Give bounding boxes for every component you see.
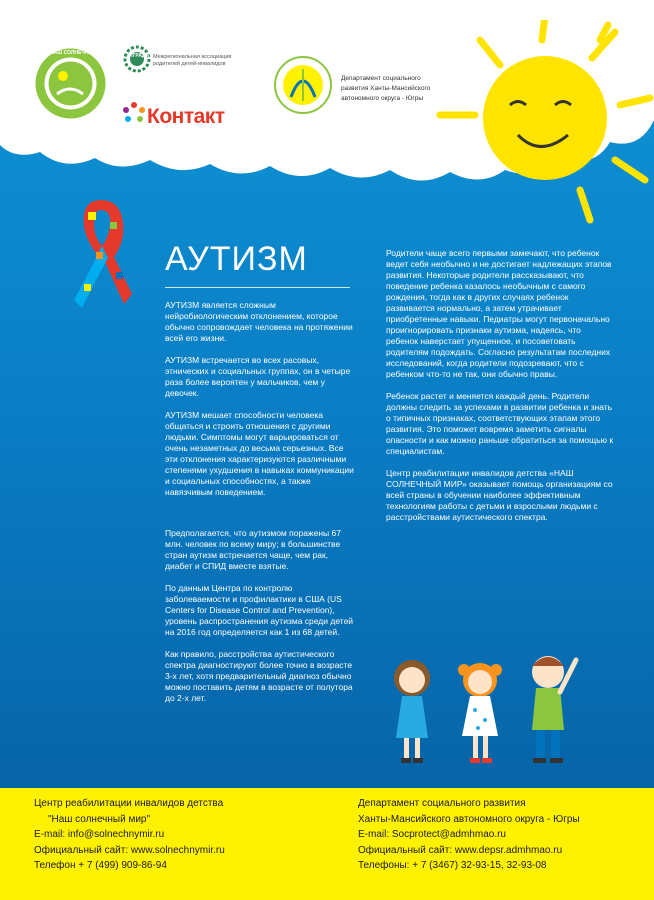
footer-right-website[interactable]: Официальный сайт: www.depsr.admhmao.ru — [358, 844, 563, 856]
center-logo-text: НАШ СОЛНЕЧНЫЙ МИР — [50, 50, 110, 56]
department-text — [341, 74, 430, 104]
left-paragraph-1: АУТИЗМ является сложным нейробиологическим отклонением, которое обычно сопровождает человека на протяжении всей его жизни. — [165, 300, 353, 343]
department-text-line2: развития Ханты-Мансийского — [341, 85, 431, 92]
left-paragraph-5: По данным Центра по контролю заболеваемости и профилактики в США (US Centers for Disease Control and Prevention), уровень распространения аутизма среди детей на 2016 год определяется как 1 из 68 детей. — [165, 583, 354, 637]
right-column — [386, 248, 614, 534]
footer-left-phone: Телефон + 7 (499) 909-86-94 — [34, 860, 167, 871]
left-paragraph-2: АУТИЗМ встречается во всех расовых, этнических и социальных группах, он в четыре раза более вероятен у мальчиков, чем у девочек. — [165, 355, 351, 398]
kontakt-logo-icon — [122, 101, 146, 125]
title-divider — [165, 287, 350, 288]
footer-right-email[interactable]: E-mail: Socprotect@admhmao.ru — [358, 829, 506, 840]
kontakt-logo: Контакт — [147, 105, 225, 128]
footer-right — [358, 796, 580, 874]
footer-right-line1: Департамент социального развития — [358, 798, 526, 809]
children-illustration — [380, 630, 580, 780]
right-paragraph-2: Ребенок растет и меняется каждый день. Родители должны следить за успехами в развитии ребенка и знать о типичных признаках, соответствующих этапам этого развития. Это поможет вовремя заметить сигналы опасности и как можно раньше обратиться за помощью к специалистам. — [386, 391, 614, 456]
left-paragraph-3: АУТИЗМ мешает способности человека общаться и строить отношения с другими людьми. Симптомы могут варьироваться от очень незаметных до весьма серьезных. Все эти отклонения характеризуются различными степенями ухудшения в навыках коммуникации и социальных способностях, а также навязчивым поведением. — [165, 410, 354, 497]
footer-left-email[interactable]: E-mail: info@solnechnymir.ru — [34, 829, 165, 840]
center-logo-icon — [33, 46, 108, 121]
footer-right-line2: Ханты-Мансийского автономного округа - Югры — [358, 813, 580, 825]
footer-right-phone: Телефоны: + 7 (3467) 32-93-15, 32-93-08 — [358, 860, 547, 871]
right-paragraph-3: Центр реабилитации инвалидов детства «НАШ СОЛНЕЧНЫЙ МИР» оказывает помощь организациям со всей страны в обучении наиболее эффективным технологиям работы с детьми и взрослыми людьми с расстройствами аутистического спектра. — [386, 468, 613, 522]
left-column — [165, 300, 355, 715]
puzzle-ribbon-icon — [66, 192, 136, 312]
department-text-line1: Департамент социального — [341, 75, 421, 82]
left-paragraph-6: Как правило, расстройства аутистического спектра диагностируют более точно в возрасте 3-х лет, хотя предварительный диагноз обычно можно поставить детям в возрасте от полутора до 2-х лет. — [165, 649, 353, 703]
footer-left — [34, 796, 225, 874]
footer-left-line1: Центр реабилитации инвалидов детства — [34, 798, 224, 809]
igrada-text: Межрегиональная ассоциация родителей детей-инвалидов — [153, 54, 232, 67]
department-text-line3: автономного округа - Югры — [341, 95, 424, 102]
footer-left-website[interactable]: Официальный сайт: www.solnechnymir.ru — [34, 844, 225, 856]
department-logo-icon — [273, 55, 333, 115]
igrada-name: ИГРАДА — [129, 53, 150, 59]
footer-left-line2: "Наш солнечный мир" — [48, 813, 151, 825]
left-paragraph-4: Предполагается, что аутизмом поражены 67 млн. человек по всему миру; в большинстве стран аутизм встречается чаще, чем рак, диабет и СПИД вместе взятые. — [165, 528, 341, 571]
right-paragraph-1: Родители чаще всего первыми замечают, что ребенок ведет себя необычно и не достигает надлежащих этапов развития. Некоторые родители рассказывают, что поведение ребенка казалось необычным с самого рождения, тогда как в других случаях ребенок развивается нормально, а затем утрачивает приобретенные навыки. Педиатры могут первоначально проигнорировать признаки аутизма, надеясь, что ребенок наверстает упущенное, и посоветовать родителям подождать. Согласно результатам последних исследований, когда родители подозревают, что с ребенком что-то не так, они обычно правы. — [386, 248, 612, 379]
page-title: АУТИЗМ — [165, 240, 308, 278]
sun-illustration — [430, 20, 654, 230]
